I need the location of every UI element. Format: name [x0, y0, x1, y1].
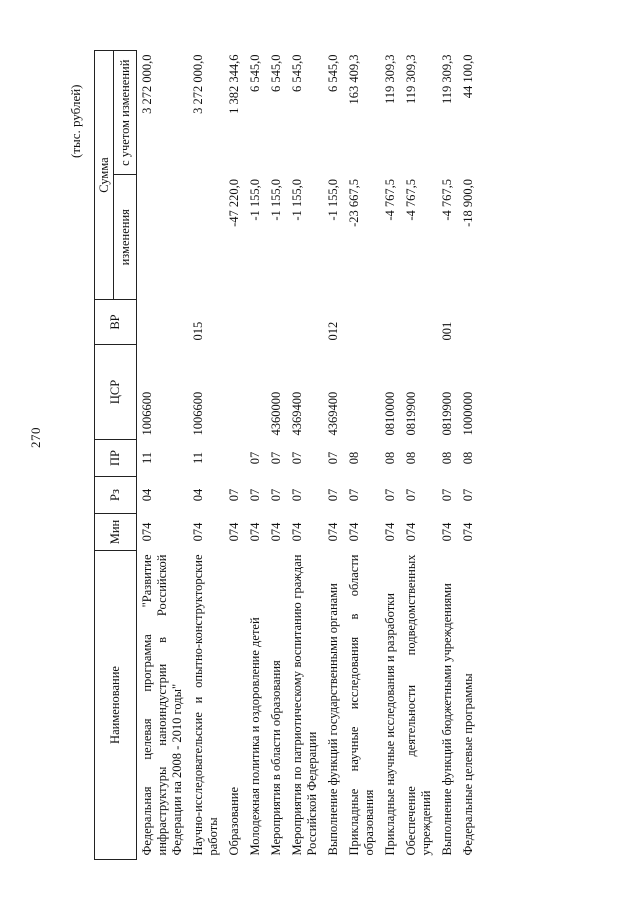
cell-with-changes: 1 382 344,6 — [227, 54, 241, 114]
cell-changes: -47 220,0 — [227, 179, 241, 227]
cell-min: 074 — [191, 522, 205, 542]
cell-with-changes: 119 309,3 — [440, 54, 454, 105]
cell-rz: 04 — [140, 488, 154, 502]
header-csr: ЦСР — [95, 345, 137, 440]
table-row — [344, 51, 380, 860]
cell-pr: 11 — [140, 451, 154, 465]
cell-min: 074 — [326, 522, 340, 542]
cell-min: 074 — [290, 522, 304, 542]
cell-csr: 1006600 — [140, 391, 154, 436]
cell-pr: 07 — [248, 451, 262, 465]
cell-vr — [458, 300, 479, 345]
cell-changes: -4 767,5 — [440, 179, 454, 221]
cell-rz: 07 — [248, 488, 262, 502]
cell-vr: 015 — [191, 321, 205, 341]
cell-rz: 07 — [269, 488, 283, 502]
cell-vr — [380, 300, 401, 345]
cell-pr: 07 — [290, 451, 304, 465]
cell-rz: 07 — [440, 488, 454, 502]
table-row — [245, 51, 266, 860]
table-row — [266, 51, 287, 860]
page-number: 270 — [28, 427, 43, 448]
cell-changes — [188, 175, 224, 300]
table-body — [137, 51, 480, 860]
cell-csr: 0819900 — [440, 391, 454, 436]
cell-min: 074 — [404, 522, 418, 542]
cell-vr — [401, 300, 437, 345]
cell-csr: 0819900 — [404, 391, 418, 436]
cell-changes: -23 667,5 — [347, 179, 361, 227]
table-row — [287, 51, 323, 860]
cell-csr — [245, 345, 266, 440]
header-name: Наименование — [95, 551, 137, 860]
cell-min: 074 — [140, 522, 154, 542]
cell-with-changes: 119 309,3 — [404, 54, 418, 105]
cell-name: Прикладные научные исследования в области образования — [347, 554, 376, 856]
cell-min: 074 — [440, 522, 454, 542]
header-pr: ПР — [95, 440, 137, 477]
cell-pr — [224, 440, 245, 477]
cell-min: 074 — [383, 522, 397, 542]
cell-csr: 4369400 — [290, 391, 304, 436]
cell-csr: 4369400 — [326, 391, 340, 436]
table-row — [323, 51, 344, 860]
cell-vr — [344, 300, 380, 345]
cell-changes: -1 155,0 — [269, 179, 283, 221]
table-row — [380, 51, 401, 860]
cell-with-changes: 3 272 000,0 — [191, 54, 205, 114]
cell-rz: 07 — [404, 488, 418, 502]
cell-with-changes: 6 545,0 — [248, 54, 262, 92]
header-vr: ВР — [95, 300, 137, 345]
header-summa: Сумма — [95, 51, 114, 300]
cell-with-changes: 6 545,0 — [290, 54, 304, 92]
cell-pr: 11 — [191, 451, 205, 465]
header-changes: изменения — [114, 175, 137, 300]
cell-with-changes: 3 272 000,0 — [140, 54, 154, 114]
cell-vr — [266, 300, 287, 345]
table-row — [137, 51, 189, 860]
cell-pr: 08 — [383, 451, 397, 465]
cell-changes: -1 155,0 — [248, 179, 262, 221]
cell-pr: 07 — [326, 451, 340, 465]
cell-pr: 08 — [461, 451, 475, 465]
table-row — [458, 51, 479, 860]
cell-min: 074 — [347, 522, 361, 542]
cell-pr: 08 — [440, 451, 454, 465]
budget-table — [94, 50, 479, 860]
cell-name: Федеральные целевые программы — [461, 673, 475, 856]
cell-name: Обеспечение деятельности подведомственных учреждений — [404, 554, 433, 856]
cell-name: Федеральная целевая программа "Развитие инфраструктуры наноиндустрии в Российской Федерации на 2008 - 2010 годы" — [140, 554, 184, 856]
budget-table-rotated — [94, 50, 564, 860]
cell-min: 074 — [248, 522, 262, 542]
cell-rz: 07 — [290, 488, 304, 502]
table-header — [95, 51, 137, 860]
cell-name: Прикладные научные исследования и разработки — [383, 593, 397, 856]
cell-pr: 08 — [347, 451, 361, 465]
cell-pr: 07 — [269, 451, 283, 465]
cell-with-changes: 44 100,0 — [461, 54, 475, 99]
cell-name: Выполнение функций государственными органами — [326, 583, 340, 856]
cell-rz: 07 — [347, 488, 361, 502]
cell-changes: -4 767,5 — [383, 179, 397, 221]
cell-csr: 4360000 — [269, 391, 283, 436]
cell-vr: 001 — [440, 321, 454, 341]
cell-name: Мероприятия в области образования — [269, 660, 283, 856]
cell-name: Научно-исследовательские и опытно-конструкторские работы — [191, 554, 220, 856]
table-row — [188, 51, 224, 860]
header-with-changes: с учетом изменений — [114, 51, 137, 176]
cell-with-changes: 163 409,3 — [347, 54, 361, 105]
cell-name: Образование — [227, 786, 241, 856]
header-min: Мин — [95, 514, 137, 551]
cell-csr: 1006600 — [191, 391, 205, 436]
table-row — [437, 51, 458, 860]
cell-with-changes: 6 545,0 — [269, 54, 283, 92]
cell-vr — [287, 300, 323, 345]
cell-changes: -1 155,0 — [290, 179, 304, 221]
cell-csr: 0810000 — [383, 391, 397, 436]
cell-vr — [137, 300, 189, 345]
cell-min: 074 — [227, 522, 241, 542]
table-row — [401, 51, 437, 860]
cell-rz: 07 — [227, 488, 241, 502]
cell-changes: -4 767,5 — [404, 179, 418, 221]
cell-changes — [137, 175, 189, 300]
cell-name: Мероприятия по патриотическому воспитанию граждан Российской Федерации — [290, 554, 319, 856]
cell-vr — [245, 300, 266, 345]
cell-name: Молодежная политика и оздоровление детей — [248, 617, 262, 856]
cell-csr — [344, 345, 380, 440]
cell-changes: -18 900,0 — [461, 179, 475, 227]
cell-csr: 1000000 — [461, 391, 475, 436]
cell-csr — [224, 345, 245, 440]
cell-vr — [224, 300, 245, 345]
cell-changes: -1 155,0 — [326, 179, 340, 221]
cell-min: 074 — [461, 522, 475, 542]
table-row — [224, 51, 245, 860]
cell-min: 074 — [269, 522, 283, 542]
cell-rz: 07 — [326, 488, 340, 502]
cell-pr: 08 — [404, 451, 418, 465]
header-rz: Рз — [95, 477, 137, 514]
cell-vr: 012 — [326, 321, 340, 341]
cell-name: Выполнение функций бюджетными учреждениями — [440, 583, 454, 856]
cell-rz: 04 — [191, 488, 205, 502]
cell-with-changes: 6 545,0 — [326, 54, 340, 92]
cell-rz: 07 — [461, 488, 475, 502]
cell-with-changes: 119 309,3 — [383, 54, 397, 105]
cell-rz: 07 — [383, 488, 397, 502]
units-label: (тыс. рублей) — [68, 84, 83, 158]
